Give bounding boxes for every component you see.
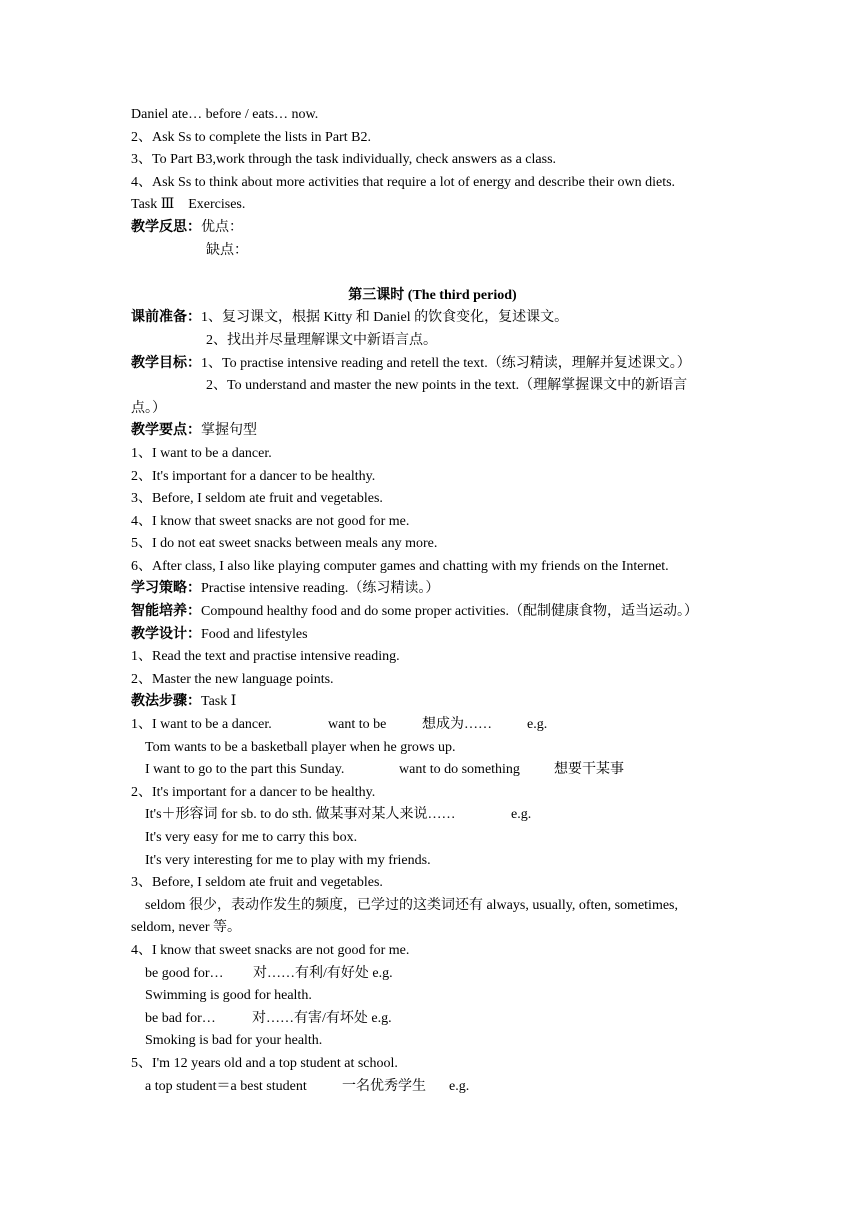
step-1-line: [131, 714, 734, 737]
step-4-meaning: 对……有害/有坏处 e.g.: [252, 1010, 392, 1026]
prep-item: 2、找出并尽量理解课文中新语言点。: [206, 332, 437, 348]
step-3-explanation-continued: seldom, never 等。: [131, 920, 242, 936]
design-label: 教学设计：: [131, 626, 201, 642]
step-5-phrase: a top student＝a best student: [145, 1078, 307, 1094]
text-line: 2、Ask Ss to complete the lists in Part B2.: [131, 129, 371, 145]
prep-line: [131, 307, 734, 330]
goals-item: 2、To understand and master the new points in the text.（理解掌握课文中的新语言: [206, 378, 688, 394]
step-2-pattern-line: [131, 804, 734, 827]
goals-label: 教学目标：: [131, 355, 201, 371]
step-4-phrase: be bad for…: [145, 1010, 216, 1026]
ability-label: 智能培养：: [131, 604, 201, 620]
steps-label: 教法步骤：: [131, 694, 201, 710]
example-meaning: 想要干某事: [554, 762, 624, 778]
step-4-phrase-line: [131, 1008, 734, 1031]
example-line: Tom wants to be a basketball player when he grows up.: [145, 739, 456, 755]
design-item: 1、Read the text and practise intensive reading.: [131, 649, 400, 665]
key-points-line: [131, 420, 734, 443]
step-1-sentence: 1、I want to be a dancer.: [131, 717, 272, 733]
step-3-explanation: seldom 很少，表动作发生的频度，已学过的这类词还有 always, usually, often, sometimes,: [145, 897, 678, 913]
key-points-text: 掌握句型: [201, 423, 257, 439]
step-4-meaning: 对……有利/有好处 e.g.: [253, 965, 393, 981]
steps-line: [131, 691, 734, 714]
step-2-pattern: It's＋形容词 for sb. to do sth. 做某事对某人来说……: [145, 807, 456, 823]
strategy-label: 学习策略：: [131, 581, 201, 597]
reflection-label: 教学反思：: [131, 219, 201, 235]
step-1-phrase: want to be: [328, 717, 387, 733]
reflection-line: [131, 217, 734, 240]
example-sentence: I want to go to the part this Sunday.: [145, 762, 345, 778]
step-5-eg: e.g.: [449, 1078, 470, 1094]
step-2-eg: e.g.: [511, 807, 532, 823]
document-page: [131, 104, 734, 1098]
step-1-meaning: 想成为……: [422, 717, 492, 733]
key-point-item: 2、It's important for a dancer to be healthy.: [131, 468, 376, 484]
step-4-sentence: 4、I know that sweet snacks are not good for me.: [131, 942, 410, 958]
step-1-eg: e.g.: [527, 717, 548, 733]
step-5-meaning: 一名优秀学生: [342, 1078, 426, 1094]
reflection-cons: 缺点：: [206, 242, 248, 258]
example-phrase: want to do something: [399, 762, 520, 778]
text-line: 4、Ask Ss to think about more activities that require a lot of energy and describe their own diets.: [131, 174, 676, 190]
step-5-sentence: 5、I'm 12 years old and a top student at school.: [131, 1055, 398, 1071]
step-5-phrase-line: [131, 1076, 734, 1099]
example-line: [131, 759, 734, 782]
key-point-item: 5、I do not eat sweet snacks between meals any more.: [131, 536, 438, 552]
text-line: Task Ⅲ Exercises.: [131, 197, 246, 213]
goals-item-continued: 点。）: [131, 400, 166, 416]
example-line: Smoking is bad for your health.: [145, 1033, 323, 1049]
strategy-text: Practise intensive reading.（练习精读。）: [201, 581, 440, 597]
prep-item: 1、复习课文，根据 Kitty 和 Daniel 的饮食变化，复述课文。: [201, 310, 569, 326]
key-points-label: 教学要点：: [131, 423, 201, 439]
key-point-item: 1、I want to be a dancer.: [131, 445, 272, 461]
reflection-pros: 优点：: [201, 219, 243, 235]
step-4-phrase: be good for…: [145, 965, 224, 981]
step-2-sentence: 2、It's important for a dancer to be healthy.: [131, 784, 376, 800]
example-line: It's very easy for me to carry this box.: [145, 830, 358, 845]
steps-text: Task Ⅰ: [201, 694, 237, 710]
step-4-phrase-line: [131, 963, 734, 986]
period-title: 第三课时 (The third period): [348, 287, 517, 303]
goals-line: [131, 353, 734, 376]
design-line: [131, 624, 734, 647]
step-3-sentence: 3、Before, I seldom ate fruit and vegetables.: [131, 875, 383, 891]
goals-item: 1、To practise intensive reading and retell the text.（练习精读，理解并复述课文。）: [201, 355, 691, 371]
key-point-item: 6、After class, I also like playing computer games and chatting with my friends on the Internet.: [131, 558, 669, 574]
example-line: It's very interesting for me to play with my friends.: [145, 852, 431, 868]
key-point-item: 3、Before, I seldom ate fruit and vegetables.: [131, 491, 383, 507]
blank-line: [131, 262, 734, 285]
design-text: Food and lifestyles: [201, 626, 308, 642]
ability-line: [131, 601, 734, 624]
prep-label: 课前准备：: [131, 310, 201, 326]
example-line: Swimming is good for health.: [145, 988, 312, 1004]
strategy-line: [131, 578, 734, 601]
key-point-item: 4、I know that sweet snacks are not good for me.: [131, 513, 410, 529]
text-line: Daniel ate… before / eats… now.: [131, 107, 319, 122]
design-item: 2、Master the new language points.: [131, 671, 334, 687]
text-line: 3、To Part B3,work through the task individually, check answers as a class.: [131, 152, 557, 168]
ability-text: Compound healthy food and do some proper activities.（配制健康食物，适当运动。）: [201, 604, 698, 620]
